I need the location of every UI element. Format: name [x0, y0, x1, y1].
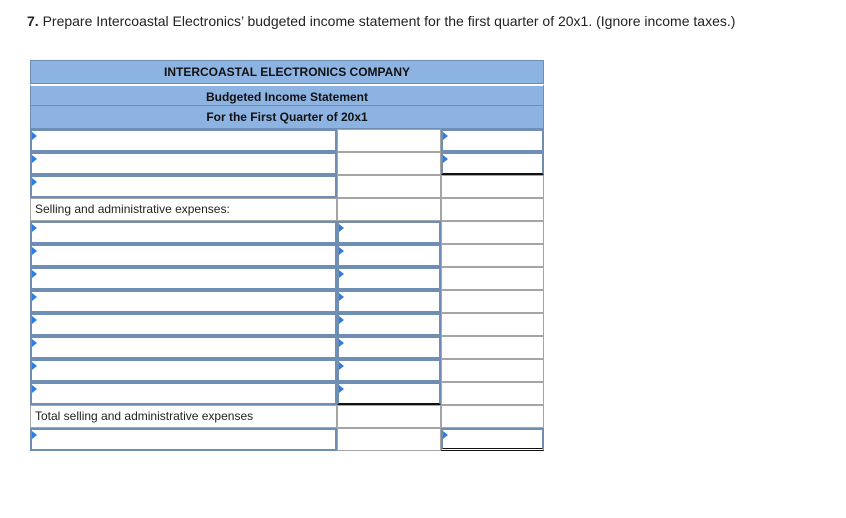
table-row — [30, 428, 544, 451]
selling-admin-label: Selling and administrative expenses: — [35, 202, 230, 216]
table-row — [30, 336, 544, 359]
expense-amount-input[interactable] — [337, 267, 441, 290]
total-cell — [441, 175, 544, 198]
expense-item-dropdown[interactable] — [30, 267, 337, 290]
amount-cell — [337, 152, 441, 175]
question-number: 7. — [27, 13, 39, 29]
table-row — [30, 267, 544, 290]
question-body: Prepare Intercoastal Electronics’ budgeted income statement for the first quarter of 20x1. (Ignore income taxes.) — [42, 13, 736, 29]
total-cell — [441, 359, 544, 382]
total-cell — [441, 405, 544, 428]
expense-item-dropdown[interactable] — [30, 382, 337, 405]
expense-item-dropdown[interactable] — [30, 221, 337, 244]
table-row — [30, 405, 544, 428]
total-cell — [441, 267, 544, 290]
expense-amount-input[interactable] — [337, 221, 441, 244]
expense-item-dropdown[interactable] — [30, 336, 337, 359]
total-selling-admin-label-cell — [30, 405, 337, 428]
expense-amount-input[interactable] — [337, 313, 441, 336]
table-row — [30, 382, 544, 405]
expense-item-dropdown[interactable] — [30, 290, 337, 313]
expense-amount-input[interactable] — [337, 290, 441, 313]
amount-cell — [337, 175, 441, 198]
total-input[interactable] — [441, 129, 544, 152]
expense-amount-input[interactable] — [337, 359, 441, 382]
amount-cell — [337, 129, 441, 152]
total-cell — [441, 198, 544, 221]
selling-admin-label-cell — [30, 198, 337, 221]
company-name: INTERCOASTAL ELECTRONICS COMPANY — [30, 60, 544, 84]
statement-grid — [30, 129, 544, 451]
table-row — [30, 221, 544, 244]
table-row — [30, 198, 544, 221]
total-input[interactable] — [441, 152, 544, 175]
question-text — [27, 13, 735, 29]
net-income-dropdown[interactable] — [30, 428, 337, 451]
line-item-dropdown[interactable] — [30, 175, 337, 198]
total-cell — [441, 336, 544, 359]
table-row — [30, 129, 544, 152]
total-cell — [441, 290, 544, 313]
statement-period: For the First Quarter of 20x1 — [30, 106, 544, 129]
amount-cell — [337, 405, 441, 428]
total-cell — [441, 221, 544, 244]
expense-item-dropdown[interactable] — [30, 244, 337, 267]
table-row — [30, 175, 544, 198]
amount-cell — [337, 198, 441, 221]
statement-title: Budgeted Income Statement — [30, 84, 544, 106]
expense-amount-input[interactable] — [337, 336, 441, 359]
total-cell — [441, 382, 544, 405]
expense-item-dropdown[interactable] — [30, 359, 337, 382]
expense-item-dropdown[interactable] — [30, 313, 337, 336]
line-item-dropdown[interactable] — [30, 129, 337, 152]
expense-amount-input[interactable] — [337, 382, 441, 405]
income-statement-table — [30, 60, 544, 451]
table-row — [30, 313, 544, 336]
table-row — [30, 290, 544, 313]
table-row — [30, 244, 544, 267]
expense-amount-input[interactable] — [337, 244, 441, 267]
table-row — [30, 359, 544, 382]
amount-cell — [337, 428, 441, 451]
total-selling-admin-label: Total selling and administrative expenses — [35, 409, 254, 423]
table-row — [30, 152, 544, 175]
total-cell — [441, 313, 544, 336]
line-item-dropdown[interactable] — [30, 152, 337, 175]
total-cell — [441, 244, 544, 267]
net-income-input[interactable] — [441, 428, 544, 451]
